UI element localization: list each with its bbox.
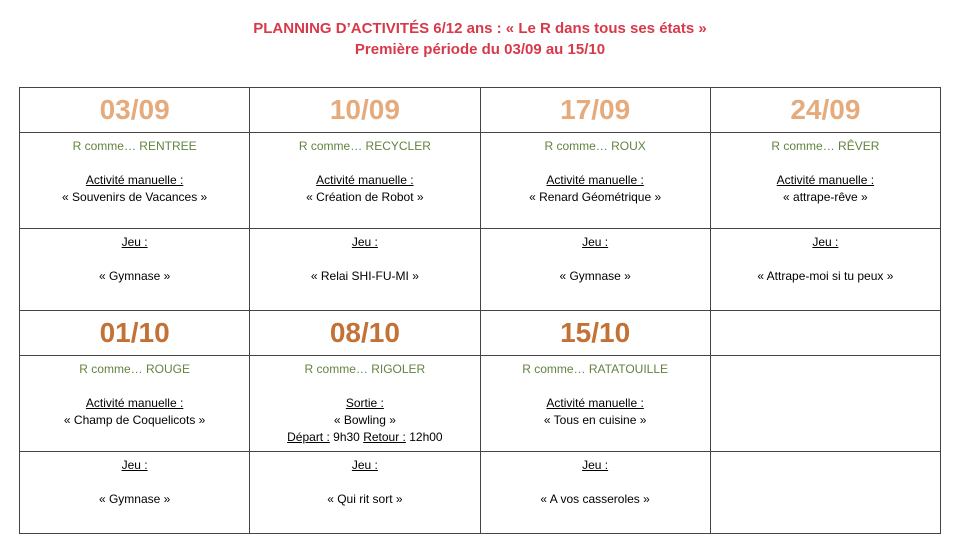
planning-table bbox=[19, 87, 941, 534]
activity-row-1 bbox=[20, 133, 941, 229]
activity-label: Activité manuelle : bbox=[776, 173, 875, 187]
game-label: Jeu : bbox=[582, 235, 609, 249]
schedule-line bbox=[250, 429, 479, 446]
game-cell-0110 bbox=[20, 452, 250, 534]
game-name: « Relai SHI-FU-MI » bbox=[310, 269, 419, 283]
activity-name: « Renard Géométrique » bbox=[529, 190, 662, 204]
activity-name: « Champ de Coquelicots » bbox=[63, 413, 206, 427]
game-name: « Gymnase » bbox=[98, 269, 171, 283]
game-name: « Qui rit sort » bbox=[327, 492, 403, 506]
theme-label: R comme… ROUX bbox=[544, 139, 646, 153]
game-label: Jeu : bbox=[351, 235, 378, 249]
activity-name: « Souvenirs de Vacances » bbox=[62, 190, 208, 204]
activity-name: « Création de Robot » bbox=[306, 190, 424, 204]
activity-cell-1709 bbox=[480, 133, 710, 229]
depart-time: 9h30 bbox=[333, 430, 360, 444]
theme-label: R comme… RATATOUILLE bbox=[522, 362, 669, 376]
date-cell-1709: 17/09 bbox=[480, 88, 710, 133]
date-cell-0110: 01/10 bbox=[20, 311, 250, 356]
page-subtitle: Première période du 03/09 au 15/10 bbox=[354, 41, 606, 58]
title-block bbox=[0, 18, 960, 60]
game-label: Jeu : bbox=[812, 235, 839, 249]
activity-label: Activité manuelle : bbox=[546, 396, 644, 410]
retour-label: Retour : bbox=[363, 430, 406, 444]
game-cell-2409 bbox=[710, 229, 940, 311]
date-cell-0810: 08/10 bbox=[250, 311, 480, 356]
game-cell-1510 bbox=[480, 452, 710, 534]
date-cell-2409: 24/09 bbox=[710, 88, 940, 133]
depart-label: Départ : bbox=[287, 430, 330, 444]
activity-label: Activité manuelle : bbox=[546, 173, 644, 187]
game-row-1 bbox=[20, 229, 941, 311]
game-cell-1009 bbox=[250, 229, 480, 311]
theme-label: R comme… RIGOLER bbox=[304, 362, 426, 376]
activity-name: « Bowling » bbox=[333, 413, 396, 427]
theme-label: R comme… RENTREE bbox=[72, 139, 197, 153]
activity-cell-2409 bbox=[710, 133, 940, 229]
activity-cell-1009 bbox=[250, 133, 480, 229]
game-row-2 bbox=[20, 452, 941, 534]
game-label: Jeu : bbox=[121, 235, 148, 249]
activity-cell-0309 bbox=[20, 133, 250, 229]
activity-name: « Tous en cuisine » bbox=[543, 413, 647, 427]
game-cell-0810 bbox=[250, 452, 480, 534]
activity-label: Activité manuelle : bbox=[85, 396, 184, 410]
game-name: « Attrape-moi si tu peux » bbox=[757, 269, 894, 283]
game-name: « A vos casseroles » bbox=[540, 492, 650, 506]
outing-label: Sortie : bbox=[345, 396, 384, 410]
game-label: Jeu : bbox=[351, 458, 378, 472]
date-row-2 bbox=[20, 311, 941, 356]
game-label: Jeu : bbox=[582, 458, 609, 472]
game-cell-1709 bbox=[480, 229, 710, 311]
date-cell-1009: 10/09 bbox=[250, 88, 480, 133]
date-cell-0309: 03/09 bbox=[20, 88, 250, 133]
theme-label: R comme… RÊVER bbox=[771, 139, 880, 153]
date-cell-1510: 15/10 bbox=[480, 311, 710, 356]
game-cell-0309 bbox=[20, 229, 250, 311]
activity-row-2 bbox=[20, 356, 941, 452]
empty-activity-cell bbox=[710, 356, 940, 452]
game-name: « Gymnase » bbox=[559, 269, 631, 283]
page-title: PLANNING D’ACTIVITÉS 6/12 ans : « Le R dans tous ses états » bbox=[253, 20, 707, 37]
activity-cell-1510 bbox=[480, 356, 710, 452]
empty-game-cell bbox=[710, 452, 940, 534]
game-name: « Gymnase » bbox=[98, 492, 171, 506]
date-row-1 bbox=[20, 88, 941, 133]
activity-label: Activité manuelle : bbox=[85, 173, 184, 187]
retour-time: 12h00 bbox=[409, 430, 443, 444]
theme-label: R comme… ROUGE bbox=[79, 362, 190, 376]
empty-date-cell bbox=[710, 311, 940, 356]
game-label: Jeu : bbox=[121, 458, 148, 472]
activity-cell-0110 bbox=[20, 356, 250, 452]
activity-label: Activité manuelle : bbox=[316, 173, 414, 187]
activity-cell-0810 bbox=[250, 356, 480, 452]
theme-label: R comme… RECYCLER bbox=[298, 139, 431, 153]
activity-name: « attrape-rêve » bbox=[783, 190, 868, 204]
